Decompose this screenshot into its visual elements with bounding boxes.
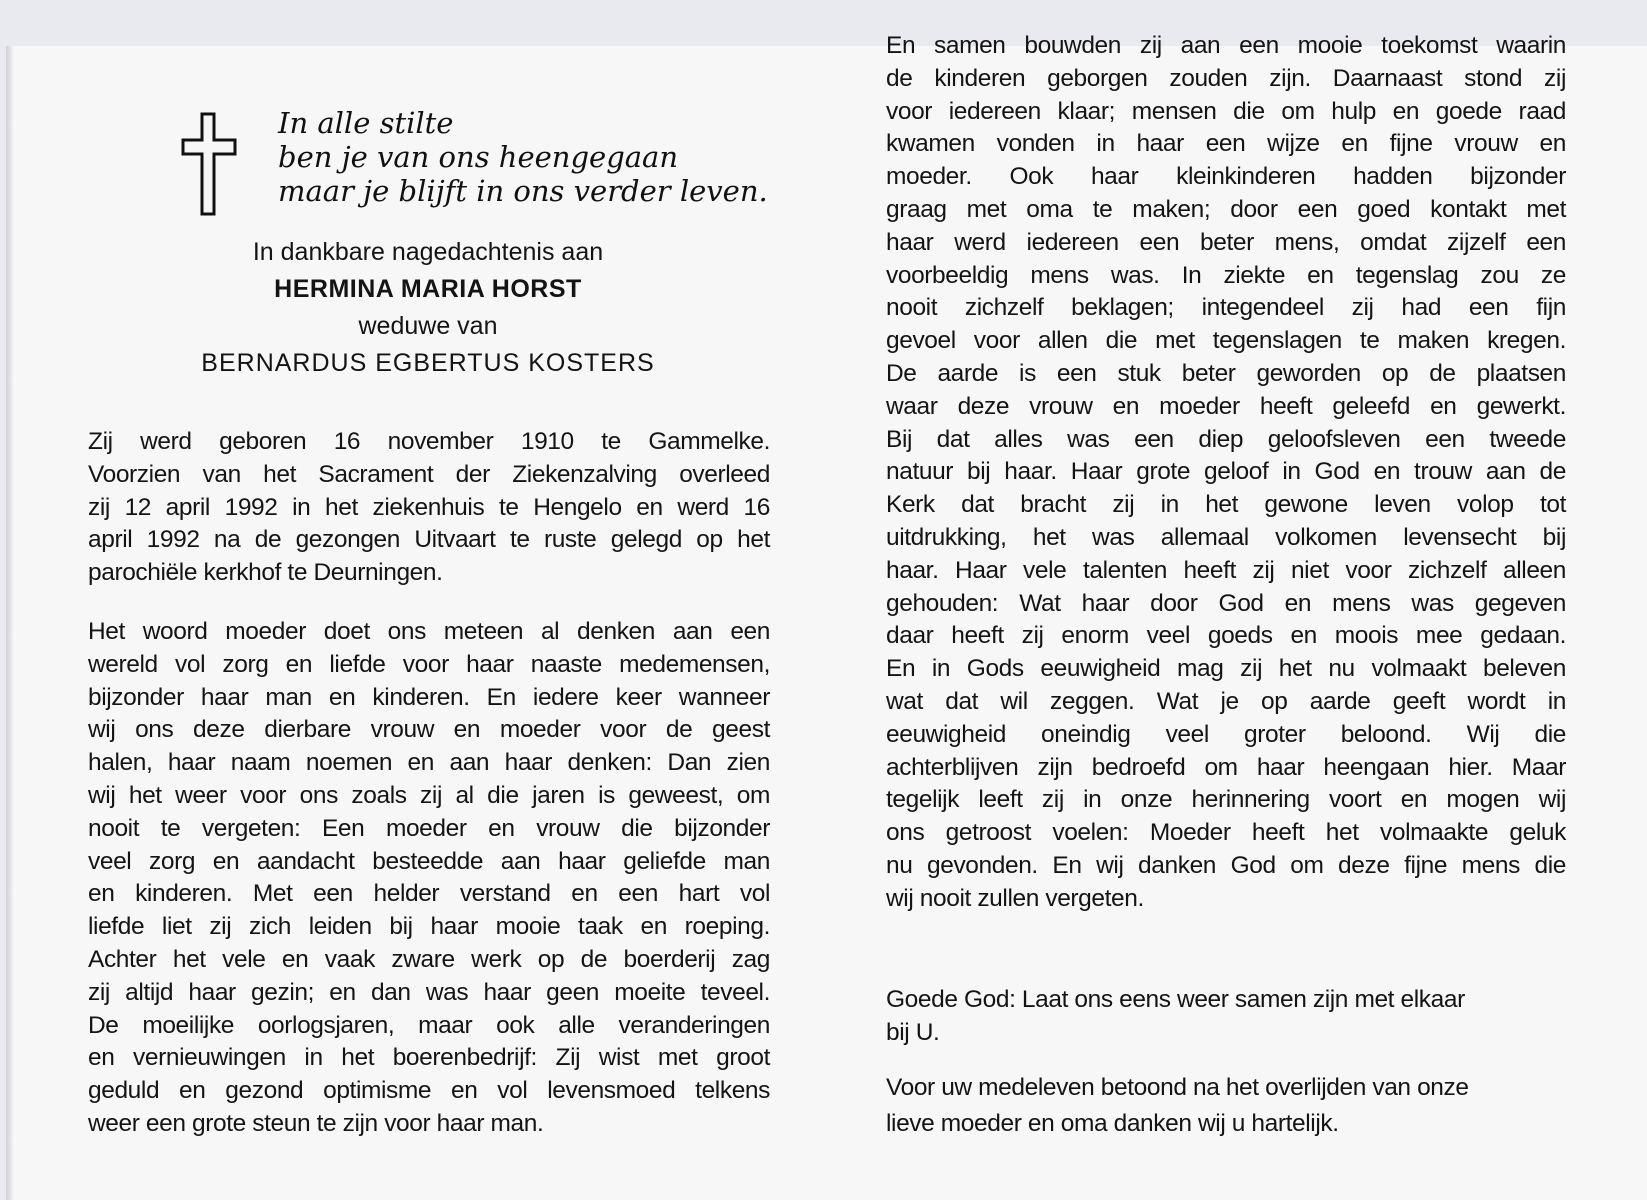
biography-paragraph (88, 426, 770, 590)
continuation-paragraph (886, 30, 1566, 916)
text-line: en vernieuwingen in het boerenbedrijf: Zij wist met groot (88, 1044, 770, 1072)
text-line: tegelijk leeft zij in onze herinnering voort en mogen wij (886, 786, 1566, 814)
text-line: haar werd iedereen een beter mens, omdat zijzelf een (886, 228, 1566, 256)
text-line: halen, haar naam noemen en aan haar denken: Dan zien (88, 749, 770, 777)
text-line: Kerk dat bracht zij in het gewone leven volop tot (886, 491, 1566, 519)
text-line: nooit zichzelf beklagen; integendeel zij had een fijn (886, 294, 1566, 322)
text-line: Voor uw medeleven betoond na het overlijden van onze (886, 1074, 1469, 1101)
text-line: Voorzien van het Sacrament der Ziekenzalving overleed (88, 460, 770, 488)
heading-relation: weduwe van (358, 312, 498, 340)
memorial-card (6, 32, 1647, 1200)
text-line: En in Gods eeuwigheid mag zij het nu volmaakt beleven (886, 655, 1566, 683)
motto-verse (278, 106, 798, 208)
deceased-name: HERMINA MARIA HORST (274, 275, 582, 303)
text-line: voor iedereen klaar; mensen die om hulp en goede raad (886, 97, 1566, 125)
text-line: april 1992 na de gezongen Uitvaart te ruste gelegd op het (88, 526, 770, 554)
text-line: Bij dat alles was een diep geloofsleven een tweede (886, 425, 1566, 453)
page-edge-shadow (6, 46, 14, 1200)
text-line: eeuwigheid oneindig veel groter beloond. Wij die (886, 720, 1566, 748)
text-line: Zij werd geboren 16 november 1910 te Gammelke. (88, 428, 770, 455)
text-line: De moeilijke oorlogsjaren, maar ook alle veranderingen (88, 1011, 770, 1039)
text-line: gevoel voor allen die met tegenslagen te maken kregen. (886, 327, 1566, 355)
motto-line: In alle stilte (278, 106, 454, 140)
text-line: liefde liet zij zich leiden bij haar mooie taak en roeping. (88, 913, 770, 941)
text-line: wat dat wil zeggen. Wat je op aarde geeft wordt in (886, 687, 1566, 715)
text-line: gehouden: Wat haar door God en mens was gegeven (886, 589, 1566, 617)
text-line: bijzonder haar man en kinderen. En iedere keer wanneer (88, 683, 770, 711)
motto-line: ben je van ons heengegaan (278, 140, 679, 174)
text-line: Goede God: Laat ons eens weer samen zijn met elkaar (886, 986, 1465, 1013)
text-line: nu gevonden. En wij danken God om deze fijne mens die (886, 851, 1566, 879)
text-line: wij het weer voor ons zoals zij al die jaren is geweest, om (88, 781, 770, 809)
text-line: En samen bouwden zij aan een mooie toekomst waarin (886, 32, 1566, 59)
text-line: uitdrukking, het was allemaal volkomen levensecht bij (886, 523, 1566, 551)
text-line: wereld vol zorg en liefde voor haar naaste medemensen, (88, 650, 770, 678)
memorial-heading (88, 234, 768, 382)
text-line: ons getroost voelen: Moeder heeft het volmaakte geluk (886, 819, 1566, 847)
text-line: moeder. Ook haar kleinkinderen hadden bijzonder (886, 163, 1566, 191)
text-line: geduld en gezond optimisme en vol levensmoed telkens (88, 1077, 770, 1105)
text-line: wij nooit zullen vergeten. (886, 884, 1144, 912)
text-line: parochiële kerkhof te Deurningen. (88, 559, 443, 587)
text-line: de kinderen geborgen zouden zijn. Daarnaast stond zij (886, 64, 1566, 92)
text-line: graag met oma te maken; door een goed kontakt met (886, 195, 1566, 223)
motto-line: maar je blijft in ons verder leven. (278, 174, 768, 208)
heading-intro: In dankbare nagedachtenis aan (252, 238, 604, 266)
text-line: daar heeft zij enorm veel goeds en moois mee gedaan. (886, 622, 1566, 650)
text-line: bij U. (886, 1018, 940, 1046)
text-line: zij altijd haar gezin; en dan was haar geen moeite teveel. (88, 978, 770, 1006)
text-line: lieve moeder en oma danken wij u hartelijk. (886, 1110, 1339, 1137)
spouse-name: BERNARDUS EGBERTUS KOSTERS (201, 349, 655, 377)
text-line: wij ons deze dierbare vrouw en moeder voor de geest (88, 716, 770, 744)
text-line: Het woord moeder doet ons meteen al denken aan een (88, 618, 770, 645)
cross-icon (180, 112, 238, 216)
text-line: nooit te vergeten: Een moeder en vrouw die bijzonder (88, 814, 770, 842)
text-line: waar deze vrouw en moeder heeft geleefd en gewerkt. (886, 392, 1566, 420)
text-line: Achter het vele en vaak zware werk op de boerderij zag (88, 945, 770, 973)
prayer-paragraph (886, 984, 1566, 1050)
text-line: achterblijven zijn bedroefd om haar heengaan hier. Maar (886, 753, 1566, 781)
tribute-paragraph (88, 616, 770, 1141)
text-line: natuur bij haar. Haar grote geloof in God en trouw aan de (886, 458, 1566, 486)
text-line: en kinderen. Met een helder verstand en een hart vol (88, 880, 770, 908)
text-line: haar. Haar vele talenten heeft zij niet voor zichzelf alleen (886, 556, 1566, 584)
text-line: weer een grote steun te zijn voor haar man. (88, 1109, 544, 1137)
text-line: zij 12 april 1992 in het ziekenhuis te Hengelo en werd 16 (88, 493, 770, 521)
text-line: veel zorg en aandacht besteedde aan haar geliefde man (88, 847, 770, 875)
text-line: kwamen vonden in haar een wijze en fijne vrouw en (886, 130, 1566, 158)
thanks-paragraph (886, 1070, 1566, 1142)
text-line: De aarde is een stuk beter geworden op de plaatsen (886, 359, 1566, 387)
text-line: voorbeeldig mens was. In ziekte en tegenslag zou ze (886, 261, 1566, 289)
